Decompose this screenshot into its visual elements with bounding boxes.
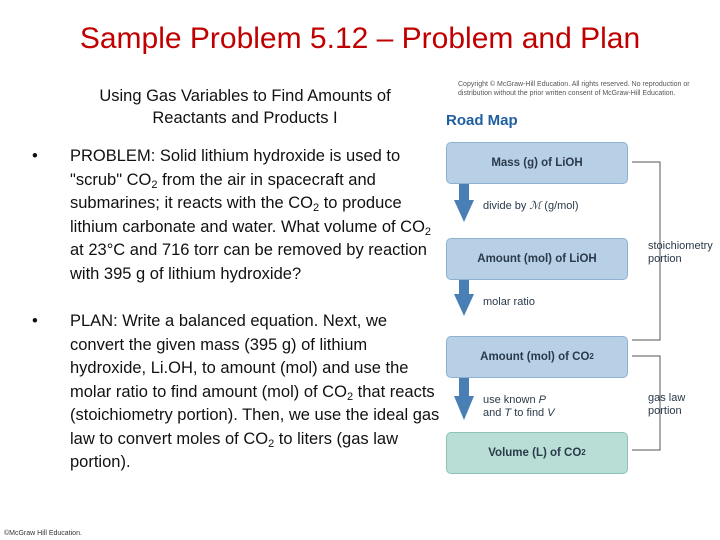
gas-law-portion-label: gas law portion: [648, 392, 686, 417]
problem-bullet: [30, 145, 445, 286]
mass-lioh-box: Mass (g) of LiOH: [446, 142, 628, 184]
problem-text: to produce lithium carbonate and water. What volume of CO: [70, 194, 425, 236]
problem-text: at 23°C and 716 torr can be removed by reaction with 395 g of lithium hydroxide?: [70, 241, 427, 283]
amount-lioh-box: Amount (mol) of LiOH: [446, 238, 628, 280]
road-map-title: Road Map: [446, 112, 518, 129]
molar-ratio-step: molar ratio: [483, 296, 535, 308]
plan-label: PLAN: [70, 312, 114, 330]
use-known-p-t-step: use known P and T to find V: [483, 394, 555, 419]
volume-co2-box: Volume (L) of CO 2: [446, 432, 628, 474]
molar-mass-symbol: ℳ: [529, 200, 542, 212]
subscript: 2: [268, 437, 275, 450]
down-arrow-icon: [454, 378, 474, 420]
slide-title: Sample Problem 5.12 – Problem and Plan: [79, 22, 641, 55]
divide-by-molar-mass-step: divide by ℳ (g/mol): [483, 200, 579, 212]
figure-copyright-notice: Copyright © McGraw-Hill Education. All rights reserved. No reproduction or distribution without the prior written consent of McGraw-Hill Education.: [458, 81, 690, 97]
bullet-list: [30, 145, 445, 475]
plan-bullet: [30, 310, 445, 475]
problem-text: from the air in spacecraft and submarines; it reacts with the CO: [70, 170, 376, 212]
amount-co2-box: Amount (mol) of CO 2: [446, 336, 628, 378]
down-arrow-icon: [454, 182, 474, 222]
subscript: 2: [424, 225, 432, 238]
bullet-dot: •: [32, 312, 38, 330]
subscript: 2: [346, 390, 354, 403]
plan-text: to liters (gas law portion).: [70, 429, 398, 471]
problem-label: PROBLEM: [70, 147, 151, 165]
slide-subtitle: Using Gas Variables to Find Amounts of Reactants and Products I: [99, 87, 391, 127]
subscript: 2: [313, 202, 320, 214]
subscript: 2: [151, 178, 158, 191]
copyright-footer: ©McGraw Hill Education.: [4, 530, 82, 537]
plan-text: : Write a balanced equation. Next, we convert the given mass (395 g) of lithium hydroxide, Li.OH, to amount (mol) and use the molar ratio to find amount (mol) of CO: [70, 312, 409, 401]
stoichiometry-portion-label: stoichiometry portion: [648, 240, 713, 265]
problem-text: : Solid lithium hydroxide is used to "scrub" CO: [70, 147, 401, 189]
plan-text: that reacts (stoichiometry portion). Then, we use the ideal gas law to convert moles of CO: [70, 382, 440, 448]
down-arrow-icon: [454, 280, 474, 316]
bullet-dot: •: [32, 147, 38, 165]
